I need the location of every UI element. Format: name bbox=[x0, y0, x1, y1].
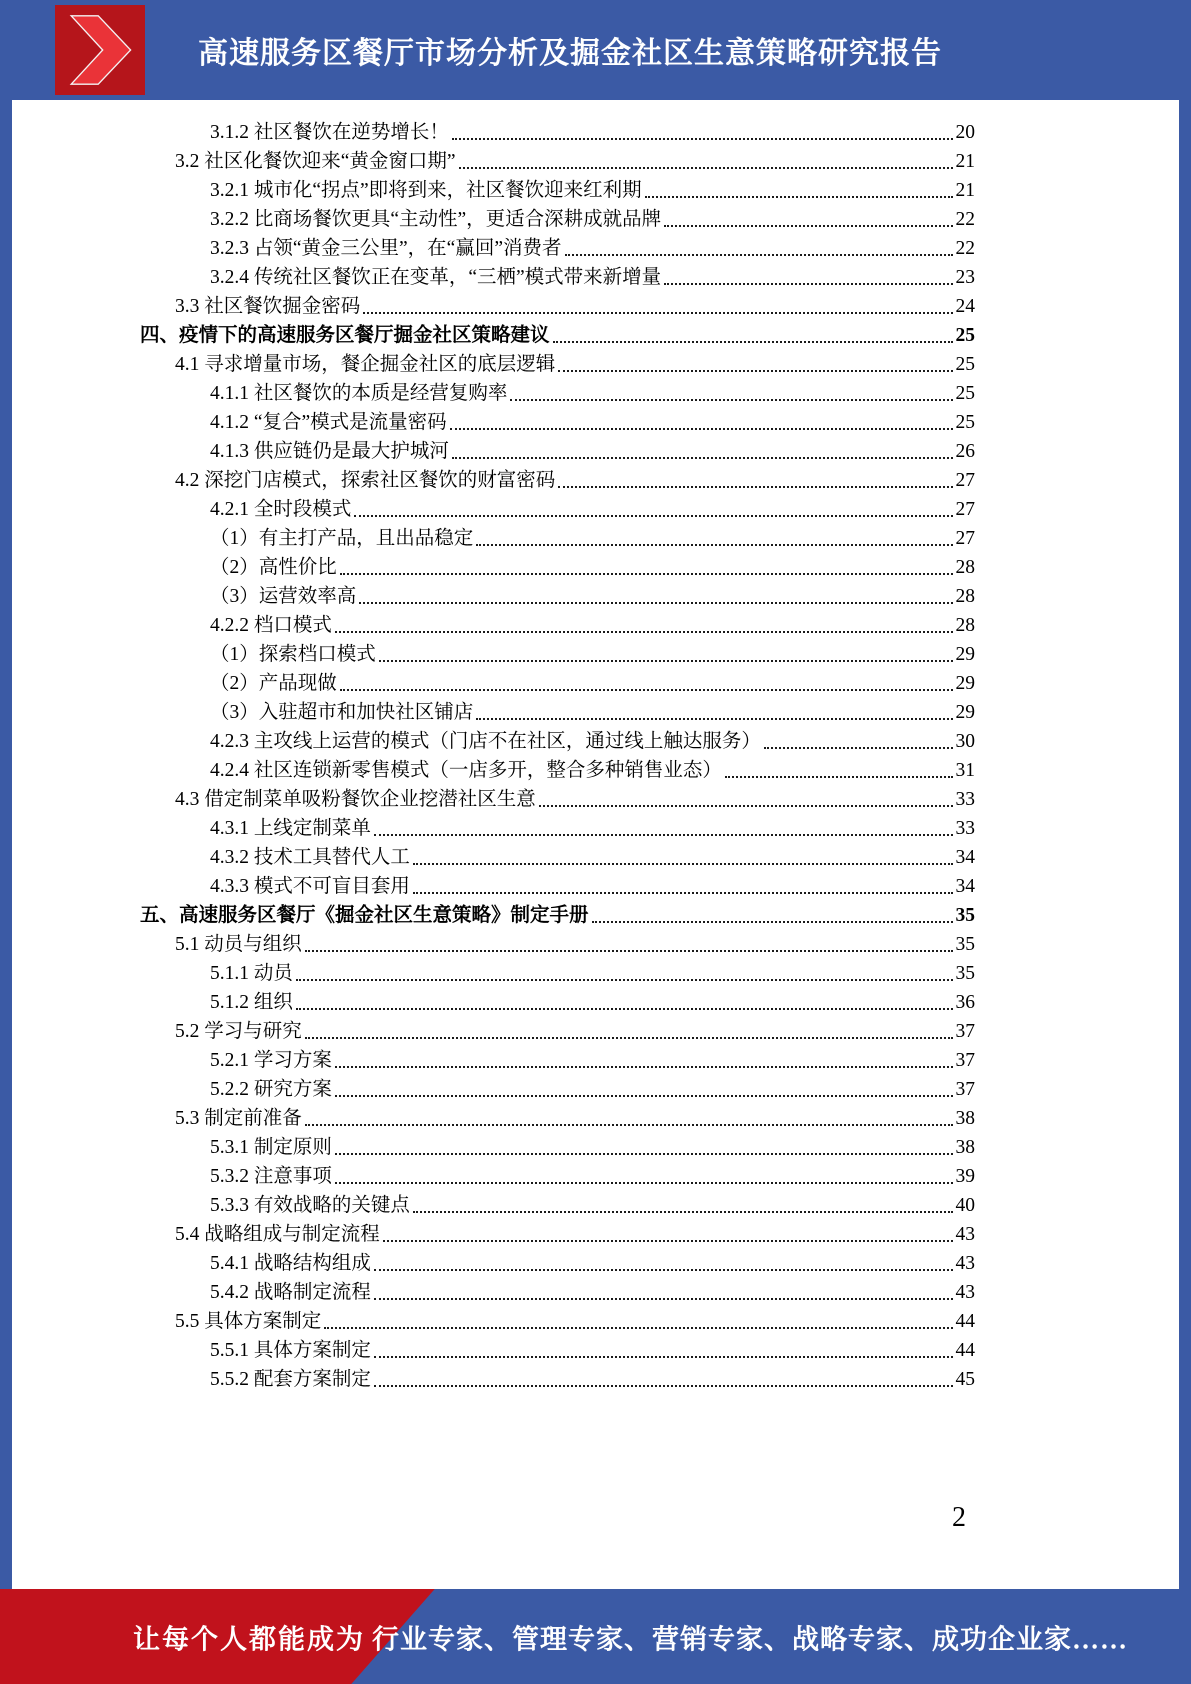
toc-leader-dots bbox=[337, 669, 956, 698]
toc-entry-page: 26 bbox=[955, 441, 975, 462]
toc-leader-dots bbox=[410, 1191, 956, 1220]
toc-leader-dots bbox=[332, 1075, 956, 1104]
toc-entry bbox=[175, 1017, 975, 1046]
toc-leader-dots bbox=[351, 495, 955, 524]
toc-entry bbox=[210, 872, 975, 901]
toc-entry bbox=[210, 495, 975, 524]
toc-entry-text: 3.2.2 比商场餐饮更具“主动性”，更适合深耕成就品牌 bbox=[210, 209, 662, 230]
toc-entry-page: 28 bbox=[955, 615, 975, 636]
toc-entry bbox=[210, 1046, 975, 1075]
toc-entry-page: 23 bbox=[955, 267, 975, 288]
toc-leader-dots bbox=[337, 553, 956, 582]
toc-entry-page: 44 bbox=[955, 1340, 975, 1361]
toc-entry-text: 5.5 具体方案制定 bbox=[175, 1311, 322, 1332]
toc-entry bbox=[210, 234, 975, 263]
toc-entry-page: 38 bbox=[955, 1137, 975, 1158]
toc-entry bbox=[175, 1104, 975, 1133]
toc-entry-page: 21 bbox=[955, 151, 975, 172]
toc-entry bbox=[210, 1133, 975, 1162]
toc-entry-page: 45 bbox=[955, 1369, 975, 1390]
toc-entry bbox=[210, 1365, 975, 1394]
toc-leader-dots bbox=[371, 1336, 956, 1365]
toc-entry-text: 3.2.3 占领“黄金三公里”，在“赢回”消费者 bbox=[210, 238, 562, 259]
toc-entry-page: 29 bbox=[955, 644, 975, 665]
toc-entry bbox=[210, 611, 975, 640]
toc-leader-dots bbox=[371, 814, 956, 843]
toc-entry bbox=[175, 466, 975, 495]
toc-entry bbox=[175, 930, 975, 959]
toc-entry-text: 5.3.2 注意事项 bbox=[210, 1166, 332, 1187]
toc-entry bbox=[210, 408, 975, 437]
toc-leader-dots bbox=[360, 292, 955, 321]
toc-leader-dots bbox=[410, 872, 956, 901]
toc-entry bbox=[210, 843, 975, 872]
toc-leader-dots bbox=[456, 147, 956, 176]
toc-entry-text: 5.4 战略组成与制定流程 bbox=[175, 1224, 380, 1245]
toc-entry-page: 35 bbox=[955, 934, 975, 955]
toc-entry-page: 35 bbox=[955, 905, 975, 926]
toc-list bbox=[12, 118, 975, 1394]
toc-entry-text: （1）有主打产品，且出品稳定 bbox=[210, 528, 474, 549]
toc-entry-text: 4.1.2 “复合”模式是流量密码 bbox=[210, 412, 447, 433]
toc-entry-text: 5.1.1 动员 bbox=[210, 963, 293, 984]
toc-entry-text: 3.2.1 城市化“拐点”即将到来，社区餐饮迎来红利期 bbox=[210, 180, 642, 201]
toc-entry-page: 37 bbox=[955, 1050, 975, 1071]
toc-leader-dots bbox=[661, 263, 955, 292]
toc-entry bbox=[210, 553, 975, 582]
toc-entry-text: 4.1.1 社区餐饮的本质是经营复购率 bbox=[210, 383, 508, 404]
toc-entry-text: 3.1.2 社区餐饮在逆势增长！ bbox=[210, 122, 449, 143]
toc-entry-page: 25 bbox=[955, 412, 975, 433]
toc-entry bbox=[210, 669, 975, 698]
toc-entry-text: 4.2.1 全时段模式 bbox=[210, 499, 352, 520]
report-title: 高速服务区餐厅市场分析及掘金社区生意策略研究报告 bbox=[198, 37, 942, 70]
toc-leader-dots bbox=[722, 756, 956, 785]
toc-leader-dots bbox=[536, 785, 956, 814]
toc-entry bbox=[210, 756, 975, 785]
toc-entry-page: 25 bbox=[955, 383, 975, 404]
toc-entry-text: 4.3.1 上线定制菜单 bbox=[210, 818, 371, 839]
toc-entry bbox=[210, 1075, 975, 1104]
toc-leader-dots bbox=[562, 234, 956, 263]
toc-entry-text: （2）产品现做 bbox=[210, 673, 337, 694]
chevron-arrow-icon bbox=[55, 5, 145, 95]
toc-entry bbox=[210, 1162, 975, 1191]
toc-entry-text: 5.4.1 战略结构组成 bbox=[210, 1253, 371, 1274]
toc-leader-dots bbox=[332, 1162, 956, 1191]
toc-leader-dots bbox=[293, 988, 956, 1017]
toc-entry-text: 4.1 寻求增量市场，餐企掘金社区的底层逻辑 bbox=[175, 354, 556, 375]
toc-entry-page: 22 bbox=[955, 209, 975, 230]
toc-leader-dots bbox=[661, 205, 955, 234]
toc-entry-text: 5.1 动员与组织 bbox=[175, 934, 302, 955]
toc-entry bbox=[210, 524, 975, 553]
toc-entry-text: 4.1.3 供应链仍是最大护城河 bbox=[210, 441, 449, 462]
toc-entry-text: 4.2.2 档口模式 bbox=[210, 615, 332, 636]
toc-entry-page: 43 bbox=[955, 1253, 975, 1274]
toc-entry bbox=[210, 1336, 975, 1365]
toc-leader-dots bbox=[473, 698, 955, 727]
toc-content bbox=[12, 100, 1179, 1589]
toc-leader-dots bbox=[371, 1249, 956, 1278]
toc-leader-dots bbox=[449, 437, 956, 466]
toc-entry-text: 5.5.2 配套方案制定 bbox=[210, 1369, 371, 1390]
toc-entry-text: （3）运营效率高 bbox=[210, 586, 357, 607]
toc-entry-page: 33 bbox=[955, 789, 975, 810]
toc-leader-dots bbox=[449, 118, 956, 147]
toc-leader-dots bbox=[589, 901, 956, 930]
toc-entry bbox=[210, 437, 975, 466]
toc-entry-text: 四、疫情下的高速服务区餐厅掘金社区策略建议 bbox=[140, 325, 550, 346]
toc-leader-dots bbox=[550, 321, 956, 350]
toc-leader-dots bbox=[321, 1307, 955, 1336]
page-number: 2 bbox=[952, 1502, 966, 1533]
toc-leader-dots bbox=[302, 1017, 956, 1046]
toc-entry-page: 30 bbox=[955, 731, 975, 752]
toc-entry bbox=[175, 1220, 975, 1249]
toc-entry-page: 43 bbox=[955, 1224, 975, 1245]
toc-leader-dots bbox=[380, 1220, 956, 1249]
toc-entry-page: 34 bbox=[955, 876, 975, 897]
toc-entry-page: 28 bbox=[955, 557, 975, 578]
toc-entry-page: 20 bbox=[955, 122, 975, 143]
toc-entry-page: 25 bbox=[955, 354, 975, 375]
toc-entry-text: 5.3 制定前准备 bbox=[175, 1108, 302, 1129]
toc-entry bbox=[175, 292, 975, 321]
toc-entry bbox=[175, 1307, 975, 1336]
toc-entry bbox=[210, 582, 975, 611]
toc-entry-text: 5.1.2 组织 bbox=[210, 992, 293, 1013]
toc-entry-page: 37 bbox=[955, 1021, 975, 1042]
toc-entry-text: 4.2.3 主攻线上运营的模式（门店不在社区，通过线上触达服务） bbox=[210, 731, 761, 752]
toc-entry-text: 3.2.4 传统社区餐饮正在变革，“三栖”模式带来新增量 bbox=[210, 267, 662, 288]
toc-entry-text: 3.3 社区餐饮掘金密码 bbox=[175, 296, 361, 317]
toc-entry-page: 37 bbox=[955, 1079, 975, 1100]
toc-entry-page: 21 bbox=[955, 180, 975, 201]
toc-leader-dots bbox=[410, 843, 956, 872]
toc-entry-page: 27 bbox=[955, 499, 975, 520]
toc-entry-page: 29 bbox=[955, 702, 975, 723]
toc-leader-dots bbox=[332, 1133, 956, 1162]
toc-entry-page: 29 bbox=[955, 673, 975, 694]
footer-banner bbox=[0, 1589, 1191, 1684]
toc-entry bbox=[210, 205, 975, 234]
toc-leader-dots bbox=[302, 930, 956, 959]
toc-entry-text: 5.4.2 战略制定流程 bbox=[210, 1282, 371, 1303]
toc-leader-dots bbox=[356, 582, 955, 611]
toc-entry-page: 28 bbox=[955, 586, 975, 607]
toc-entry-text: （1）探索档口模式 bbox=[210, 644, 376, 665]
toc-leader-dots bbox=[473, 524, 955, 553]
toc-entry-text: 5.3.1 制定原则 bbox=[210, 1137, 332, 1158]
footer-slogan-left: 让每个人都能成为 bbox=[133, 1624, 365, 1654]
toc-entry bbox=[210, 698, 975, 727]
toc-entry bbox=[210, 263, 975, 292]
toc-entry bbox=[140, 901, 975, 930]
toc-entry bbox=[175, 785, 975, 814]
toc-leader-dots bbox=[761, 727, 956, 756]
toc-entry bbox=[175, 147, 975, 176]
toc-leader-dots bbox=[332, 611, 956, 640]
toc-entry-page: 33 bbox=[955, 818, 975, 839]
toc-entry-text: 4.3 借定制菜单吸粉餐饮企业挖潜社区生意 bbox=[175, 789, 536, 810]
toc-entry bbox=[210, 118, 975, 147]
toc-entry-page: 34 bbox=[955, 847, 975, 868]
toc-entry bbox=[210, 814, 975, 843]
toc-entry-page: 35 bbox=[955, 963, 975, 984]
toc-entry-text: 5.2.2 研究方案 bbox=[210, 1079, 332, 1100]
toc-entry-text: 五、高速服务区餐厅《掘金社区生意策略》制定手册 bbox=[140, 905, 589, 926]
toc-leader-dots bbox=[555, 466, 955, 495]
toc-entry bbox=[210, 379, 975, 408]
toc-leader-dots bbox=[371, 1278, 956, 1307]
toc-entry-text: （3）入驻超市和加快社区铺店 bbox=[210, 702, 474, 723]
toc-entry-page: 22 bbox=[955, 238, 975, 259]
toc-entry bbox=[210, 1191, 975, 1220]
toc-entry-text: 4.2.4 社区连锁新零售模式（一店多开，整合多种销售业态） bbox=[210, 760, 722, 781]
toc-entry-text: 4.2 深挖门店模式，探索社区餐饮的财富密码 bbox=[175, 470, 556, 491]
toc-entry bbox=[210, 988, 975, 1017]
toc-leader-dots bbox=[376, 640, 956, 669]
toc-entry-page: 27 bbox=[955, 470, 975, 491]
toc-leader-dots bbox=[447, 408, 956, 437]
report-header bbox=[0, 0, 1191, 100]
toc-entry-page: 24 bbox=[955, 296, 975, 317]
toc-entry-text: 5.2.1 学习方案 bbox=[210, 1050, 332, 1071]
toc-entry bbox=[210, 959, 975, 988]
toc-entry bbox=[210, 176, 975, 205]
toc-entry-page: 43 bbox=[955, 1282, 975, 1303]
toc-entry-text: 4.3.2 技术工具替代人工 bbox=[210, 847, 410, 868]
toc-leader-dots bbox=[293, 959, 956, 988]
toc-entry-text: （2）高性价比 bbox=[210, 557, 337, 578]
toc-entry bbox=[175, 350, 975, 379]
toc-entry-page: 38 bbox=[955, 1108, 975, 1129]
toc-entry-page: 25 bbox=[955, 325, 975, 346]
toc-entry-page: 44 bbox=[955, 1311, 975, 1332]
toc-entry-text: 4.3.3 模式不可盲目套用 bbox=[210, 876, 410, 897]
toc-entry bbox=[140, 321, 975, 350]
toc-leader-dots bbox=[332, 1046, 956, 1075]
toc-entry-page: 36 bbox=[955, 992, 975, 1013]
toc-entry-page: 40 bbox=[955, 1195, 975, 1216]
toc-entry-text: 3.2 社区化餐饮迎来“黄金窗口期” bbox=[175, 151, 456, 172]
toc-entry-page: 39 bbox=[955, 1166, 975, 1187]
toc-leader-dots bbox=[642, 176, 956, 205]
toc-entry-text: 5.2 学习与研究 bbox=[175, 1021, 302, 1042]
toc-entry-text: 5.3.3 有效战略的关键点 bbox=[210, 1195, 410, 1216]
footer-slogan-right: 行业专家、管理专家、营销专家、战略专家、成功企业家…… bbox=[372, 1624, 1128, 1654]
toc-entry bbox=[210, 1249, 975, 1278]
toc-entry-page: 27 bbox=[955, 528, 975, 549]
toc-entry bbox=[210, 640, 975, 669]
toc-leader-dots bbox=[555, 350, 955, 379]
toc-entry-text: 5.5.1 具体方案制定 bbox=[210, 1340, 371, 1361]
toc-entry bbox=[210, 727, 975, 756]
toc-leader-dots bbox=[371, 1365, 956, 1394]
toc-leader-dots bbox=[507, 379, 955, 408]
toc-entry-page: 31 bbox=[955, 760, 975, 781]
toc-entry bbox=[210, 1278, 975, 1307]
toc-leader-dots bbox=[302, 1104, 956, 1133]
